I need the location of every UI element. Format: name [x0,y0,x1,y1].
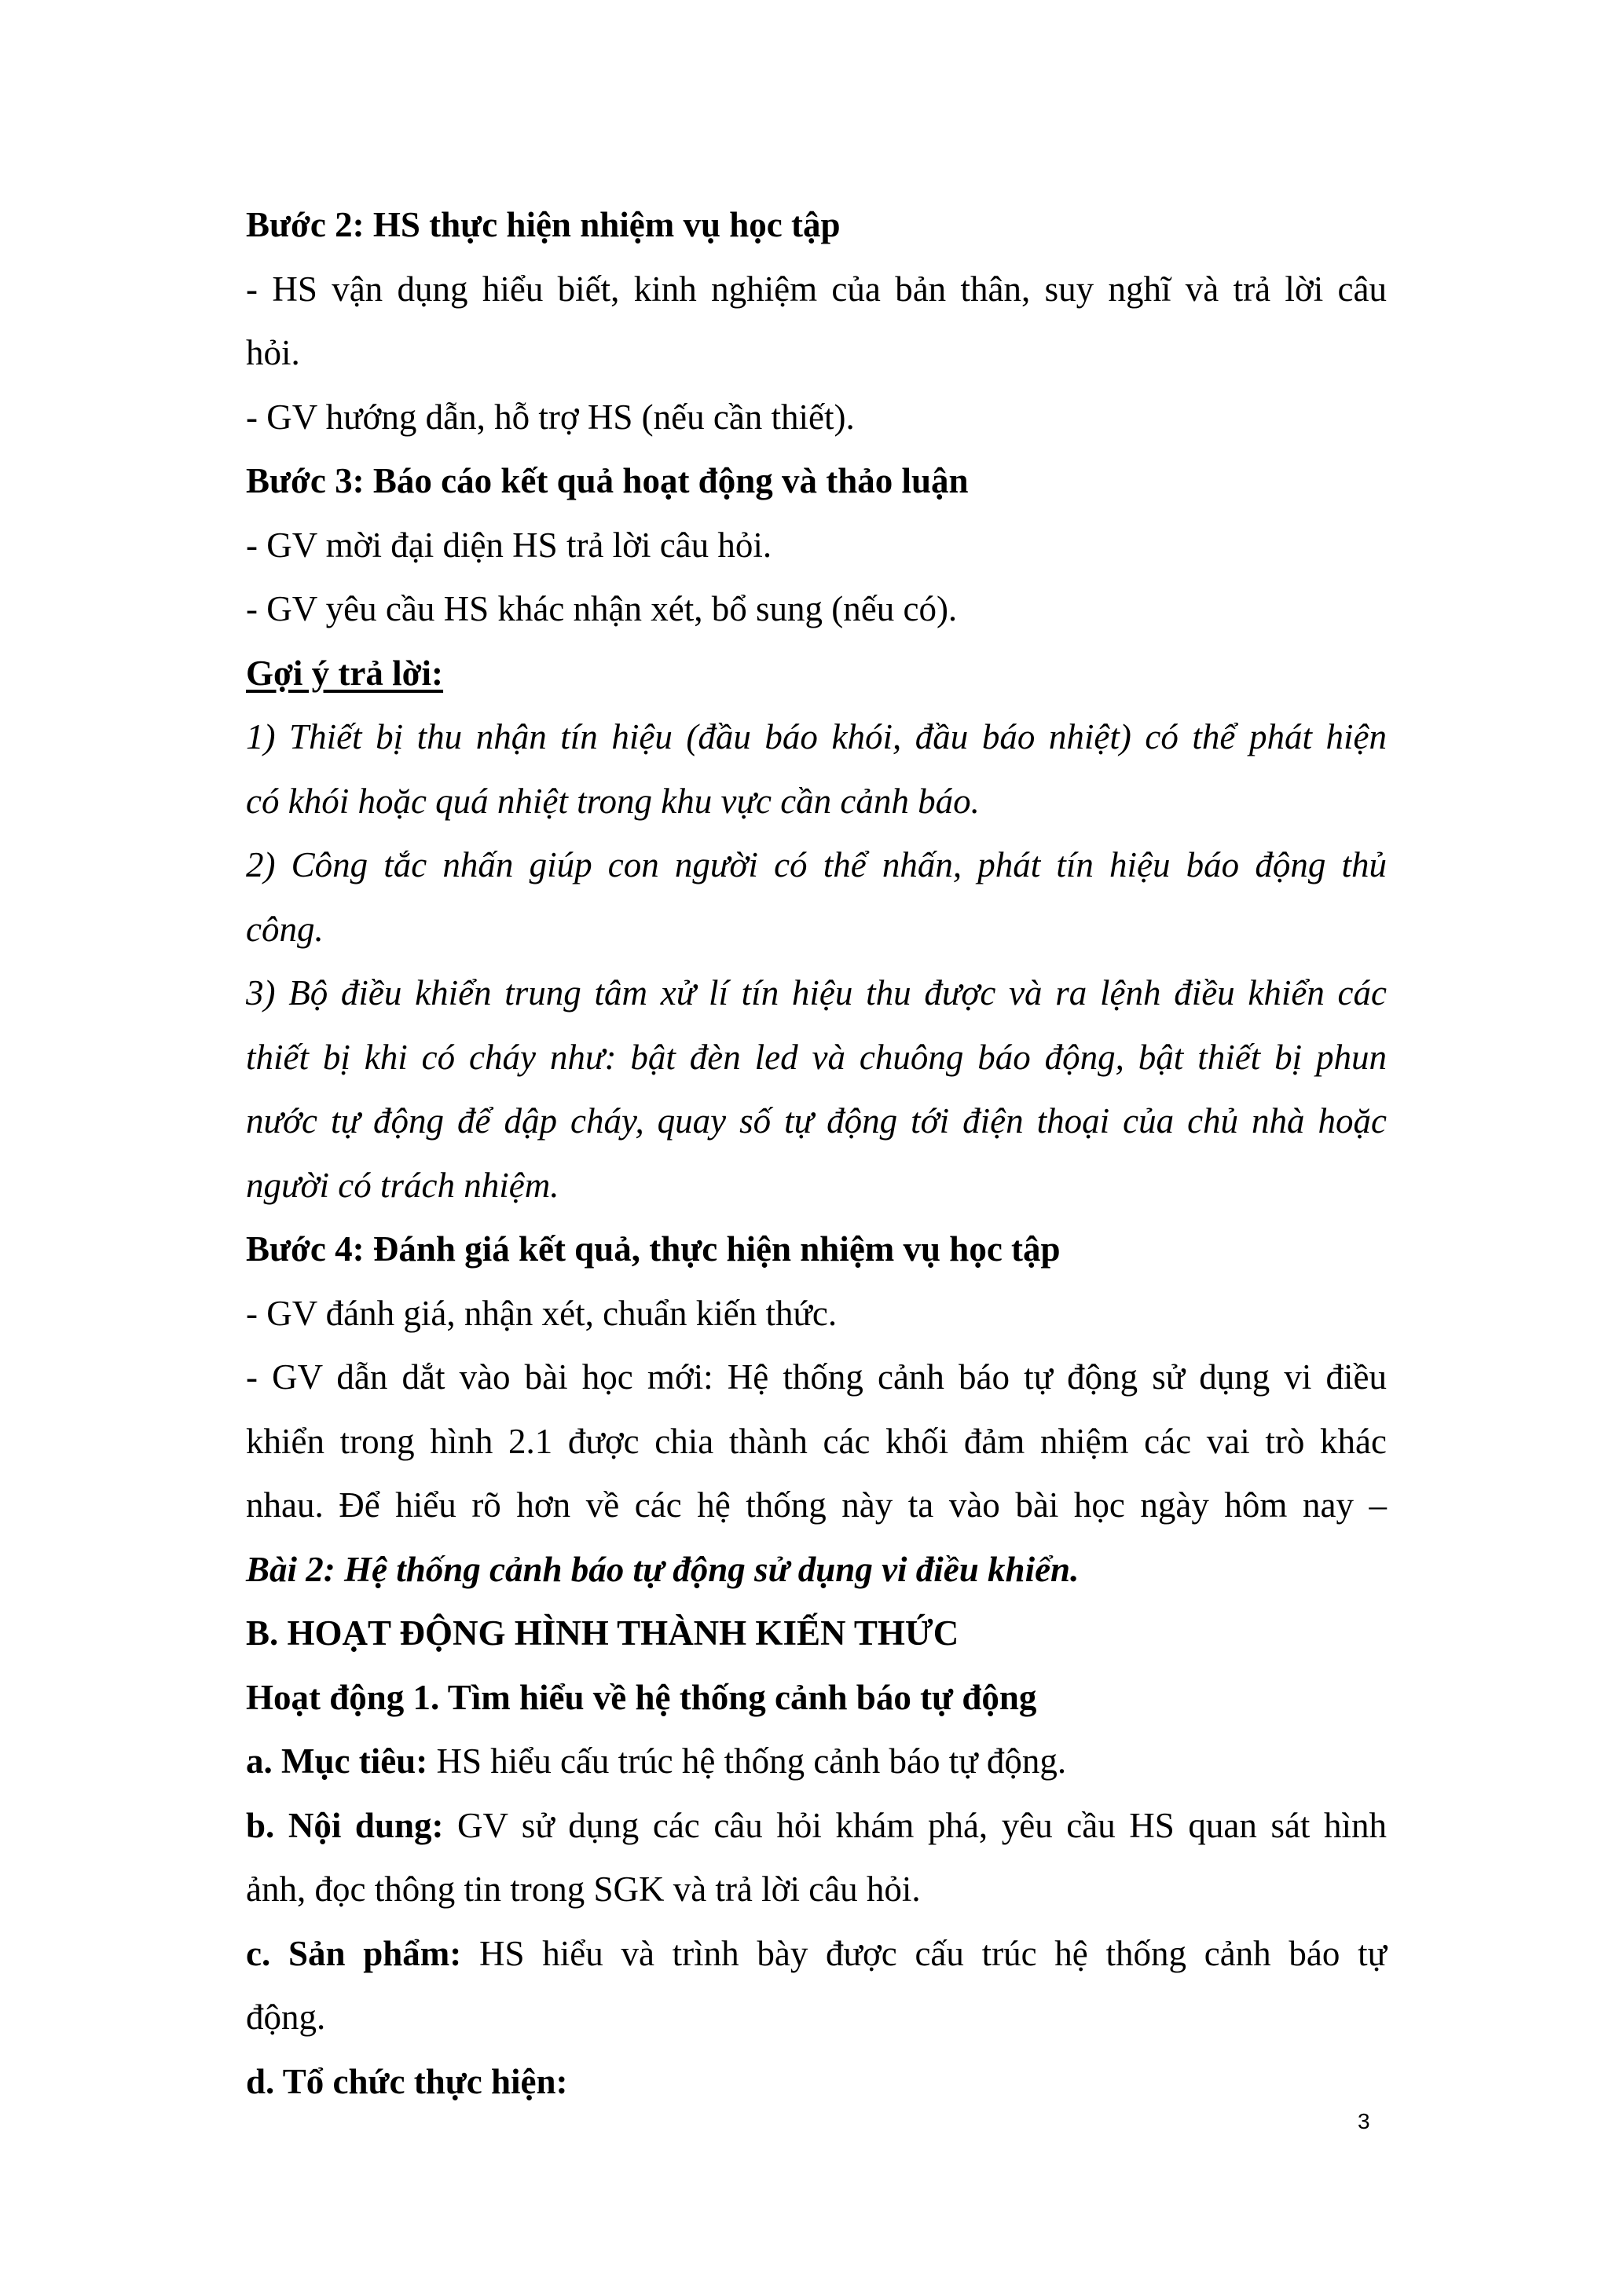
text-run: HS hiểu và trình bày được cấu trúc hệ thống cảnh báo tự [461,1933,1387,1973]
text-run: khiển trong hình 2.1 được chia thành các khối đảm nhiệm các vai trò khác [246,1421,1387,1461]
text-line [246,1410,1387,1474]
text-run: có khói hoặc quá nhiệt trong khu vực cần cảnh báo. [246,781,980,821]
text-line [246,449,1387,514]
text-run: - GV yêu cầu HS khác nhận xét, bổ sung (nếu có). [246,589,958,628]
text-run: động. [246,1998,326,2037]
text-line [246,1922,1387,1987]
text-line [246,642,1387,706]
text-run: nước tự động để dập cháy, quay số tự động tới điện thoại của chủ nhà hoặc [246,1101,1387,1141]
text-line [246,1346,1387,1410]
text-run: d. Tổ chức thực hiện: [246,2061,568,2101]
text-run: Bước 2: HS thực hiện nhiệm vụ học tập [246,205,841,244]
text-run: c. Sản phẩm: [246,1933,462,1973]
text-run: công. [246,909,324,949]
text-line [246,193,1387,258]
text-line [246,770,1387,834]
text-run: - HS vận dụng hiểu biết, kinh nghiệm của bản thân, suy nghĩ và trả lời câu [246,269,1387,309]
text-line [246,1602,1387,1666]
text-run: thiết bị khi có cháy như: bật đèn led và chuông báo động, bật thiết bị phun [246,1037,1387,1077]
text-run: Bước 3: Báo cáo kết quả hoạt động và thảo luận [246,461,969,500]
text-line [246,833,1387,898]
text-run: HS hiểu cấu trúc hệ thống cảnh báo tự động. [427,1741,1067,1781]
text-run: Bài 2: Hệ thống cảnh báo tự động sử dụng vi điều khiển. [246,1549,1080,1589]
text-run: người có trách nhiệm. [246,1165,559,1205]
text-line [246,1218,1387,1282]
text-run: - GV mời đại diện HS trả lời câu hỏi. [246,525,772,565]
text-run: B. HOẠT ĐỘNG HÌNH THÀNH KIẾN THỨC [246,1613,959,1653]
text-line [246,705,1387,770]
text-line [246,1282,1387,1346]
text-line [246,1089,1387,1154]
text-run: a. Mục tiêu: [246,1741,428,1781]
text-line [246,898,1387,962]
text-run: GV sử dụng các câu hỏi khám phá, yêu cầu HS quan sát hình [443,1805,1387,1845]
text-run: ảnh, đọc thông tin trong SGK và trả lời câu hỏi. [246,1869,921,1909]
text-run: hỏi. [246,333,300,372]
text-run: 1) Thiết bị thu nhận tín hiệu (đầu báo khói, đầu báo nhiệt) có thể phát hiện [246,717,1387,756]
text-run: - GV hướng dẫn, hỗ trợ HS (nếu cần thiết). [246,397,855,437]
text-line [246,1474,1387,1538]
text-run: Bước 4: Đánh giá kết quả, thực hiện nhiệm vụ học tập [246,1229,1061,1269]
text-run: - GV đánh giá, nhận xét, chuẩn kiến thức. [246,1293,838,1333]
text-line [246,386,1387,450]
text-line [246,1730,1387,1794]
text-run: 3) Bộ điều khiển trung tâm xử lí tín hiệu thu được và ra lệnh điều khiển các [246,973,1387,1013]
text-line [246,514,1387,578]
text-line [246,1026,1387,1090]
text-run: b. Nội dung: [246,1805,444,1845]
text-line [246,1154,1387,1218]
text-run: Hoạt động 1. Tìm hiểu về hệ thống cảnh báo tự động [246,1677,1037,1717]
page-number: 3 [1358,2109,1370,2133]
text-run: nhau. Để hiểu rõ hơn về các hệ thống này ta vào bài học ngày hôm nay – [246,1485,1387,1525]
text-run: Gợi ý trả lời: [246,653,444,693]
text-run: - GV dẫn dắt vào bài học mới: Hệ thống cảnh báo tự động sử dụng vi điều [246,1357,1387,1397]
text-line [246,2050,1387,2115]
text-line [246,1858,1387,1922]
text-run: 2) Công tắc nhấn giúp con người có thể nhấn, phát tín hiệu báo động thủ [246,845,1387,884]
text-line [246,1666,1387,1730]
text-line [246,321,1387,386]
document-body [246,193,1387,2114]
text-line [246,577,1387,642]
text-line [246,1538,1387,1602]
text-line [246,961,1387,1026]
text-line [246,258,1387,322]
text-line [246,1986,1387,2050]
text-line [246,1794,1387,1858]
